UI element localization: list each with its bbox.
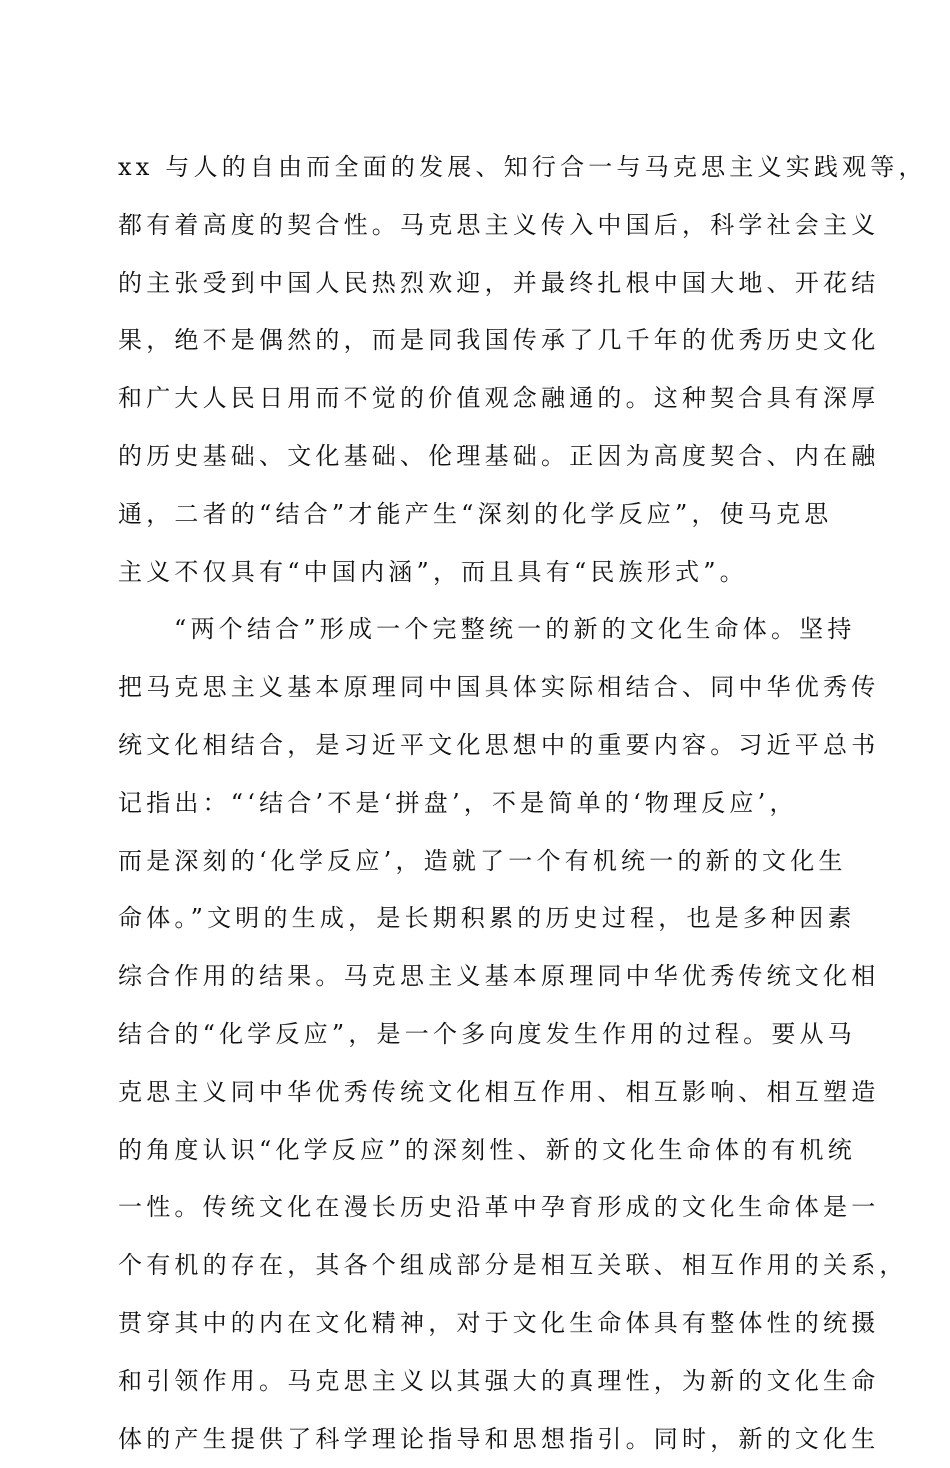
text-line: 一性。传统文化在漫长历史沿革中孕育形成的文化生命体是一 [118, 1193, 880, 1222]
text-line: xx 与人的自由而全面的发展、知行合一与马克思主义实践观等， [118, 153, 927, 181]
text-line: 的角度认识“化学反应”的深刻性、新的文化生命体的有机统 [118, 1135, 856, 1164]
text-line: 果，绝不是偶然的，而是同我国传承了几千年的优秀历史文化 [118, 326, 880, 355]
text-line: 而是深刻的‘化学反应’，造就了一个有机统一的新的文化生 [118, 846, 847, 875]
text-line: 主义不仅具有“中国内涵”，而且具有“民族形式”。 [118, 557, 748, 586]
text-line: 的主张受到中国人民热烈欢迎，并最终扎根中国大地、开花结 [118, 268, 880, 297]
text-line: 体的产生提供了科学理论指导和思想指引。同时，新的文化生 [118, 1424, 880, 1453]
text-line: 通，二者的“结合”才能产生“深刻的化学反应”，使马克思 [118, 499, 833, 528]
text-line: 克思主义同中华优秀传统文化相互作用、相互影响、相互塑造 [118, 1077, 880, 1106]
text-line: 个有机的存在，其各个组成部分是相互关联、相互作用的关系， [118, 1251, 908, 1280]
text-line: 综合作用的结果。马克思主义基本原理同中华优秀传统文化相 [118, 962, 880, 991]
text-line: 统文化相结合，是习近平文化思想中的重要内容。习近平总书 [118, 730, 880, 759]
text-line: 都有着高度的契合性。马克思主义传入中国后，科学社会主义 [118, 210, 880, 239]
text-line: 把马克思主义基本原理同中国具体实际相结合、同中华优秀传 [118, 673, 880, 702]
paragraph-start-line: “两个结合”形成一个完整统一的新的文化生命体。坚持 [174, 615, 856, 644]
text-line: 命体。”文明的生成，是长期积累的历史过程，也是多种因素 [118, 904, 856, 933]
text-line: 和引领作用。马克思主义以其强大的真理性，为新的文化生命 [118, 1366, 880, 1395]
text-line: 的历史基础、文化基础、伦理基础。正因为高度契合、内在融 [118, 441, 880, 470]
text-line: 贯穿其中的内在文化精神，对于文化生命体具有整体性的统摄 [118, 1308, 880, 1337]
text-line: 和广大人民日用而不觉的价值观念融通的。这种契合具有深厚 [118, 384, 880, 413]
text-line: 记指出：“‘结合’不是‘拼盘’，不是简单的‘物理反应’， [118, 788, 798, 817]
body-text [118, 139, 927, 1468]
text-line: 结合的“化学反应”，是一个多向度发生作用的过程。要从马 [118, 1019, 856, 1048]
